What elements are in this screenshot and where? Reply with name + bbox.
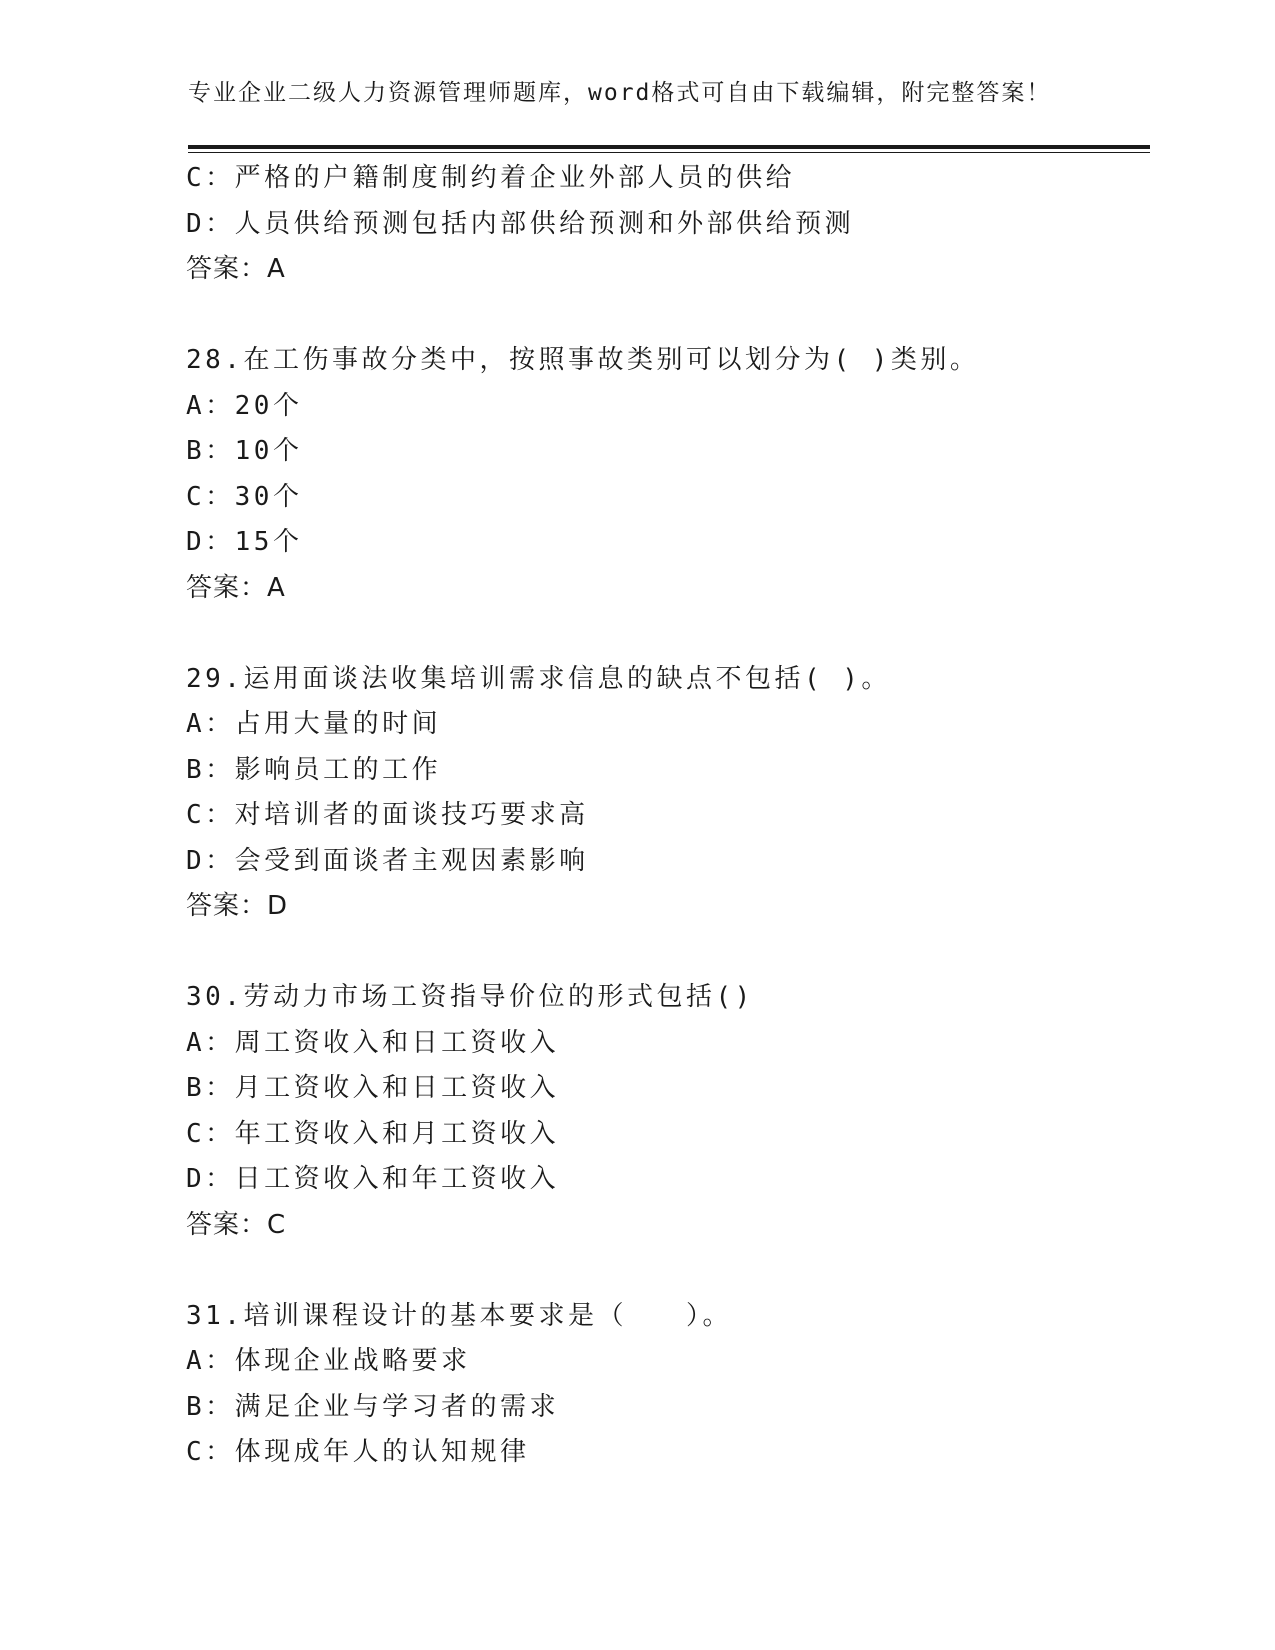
answer-line — [186, 1203, 1146, 1249]
option-d: D：15个 — [186, 527, 303, 557]
option-c: C：对培训者的面谈技巧要求高 — [186, 800, 589, 830]
block-gap — [186, 1248, 1146, 1294]
answer-label: 答案： — [186, 1209, 268, 1240]
answer-line — [186, 884, 1146, 930]
answer-value: C — [267, 1209, 287, 1240]
block-gap — [186, 611, 1146, 657]
option-b: B：影响员工的工作 — [186, 754, 442, 785]
option-c: C：严格的户籍制度制约着企业外部人员的供给 — [186, 163, 796, 193]
option-a: A：20个 — [186, 390, 303, 421]
question-block — [186, 338, 1146, 611]
question-block — [186, 975, 1146, 1248]
option-c: C：体现成年人的认知规律 — [186, 1437, 530, 1467]
answer-label: 答案： — [186, 572, 268, 603]
question-list — [186, 156, 1146, 1476]
question-block — [186, 1294, 1146, 1476]
header-rule-thin — [188, 152, 1150, 153]
option-b: B：满足企业与学习者的需求 — [186, 1391, 560, 1422]
answer-line — [186, 566, 1146, 612]
page-header: 专业企业二级人力资源管理师题库，word格式可自由下载编辑，附完整答案！ — [188, 80, 1052, 106]
answer-line — [186, 247, 1146, 293]
question-text: 28.在工伤事故分类中，按照事故类别可以划分为( )类别。 — [186, 345, 980, 375]
answer-label: 答案： — [186, 254, 268, 284]
question-block — [186, 156, 1146, 293]
question-text: 29.运用面谈法收集培训需求信息的缺点不包括( )。 — [186, 663, 891, 694]
answer-value: D — [267, 891, 289, 921]
option-a: A：占用大量的时间 — [186, 709, 442, 739]
question-text: 31.培训课程设计的基本要求是（ ）。 — [186, 1300, 732, 1331]
option-b: B：10个 — [186, 436, 303, 466]
header-rule-thick — [188, 145, 1150, 149]
option-b: B：月工资收入和日工资收入 — [186, 1073, 560, 1103]
option-a: A：周工资收入和日工资收入 — [186, 1027, 560, 1058]
option-c: C：年工资收入和月工资收入 — [186, 1118, 560, 1149]
answer-value: A — [267, 572, 286, 603]
answer-value: A — [267, 254, 286, 284]
option-d: D：人员供给预测包括内部供给预测和外部供给预测 — [186, 208, 855, 239]
option-c: C：30个 — [186, 481, 303, 512]
option-d: D：会受到面谈者主观因素影响 — [186, 845, 589, 876]
answer-label: 答案： — [186, 891, 268, 921]
question-text: 30.劳动力市场工资指导价位的形式包括() — [186, 982, 754, 1012]
option-a: A：体现企业战略要求 — [186, 1346, 471, 1376]
question-block — [186, 657, 1146, 930]
block-gap — [186, 293, 1146, 339]
block-gap — [186, 930, 1146, 976]
option-d: D：日工资收入和年工资收入 — [186, 1164, 560, 1194]
